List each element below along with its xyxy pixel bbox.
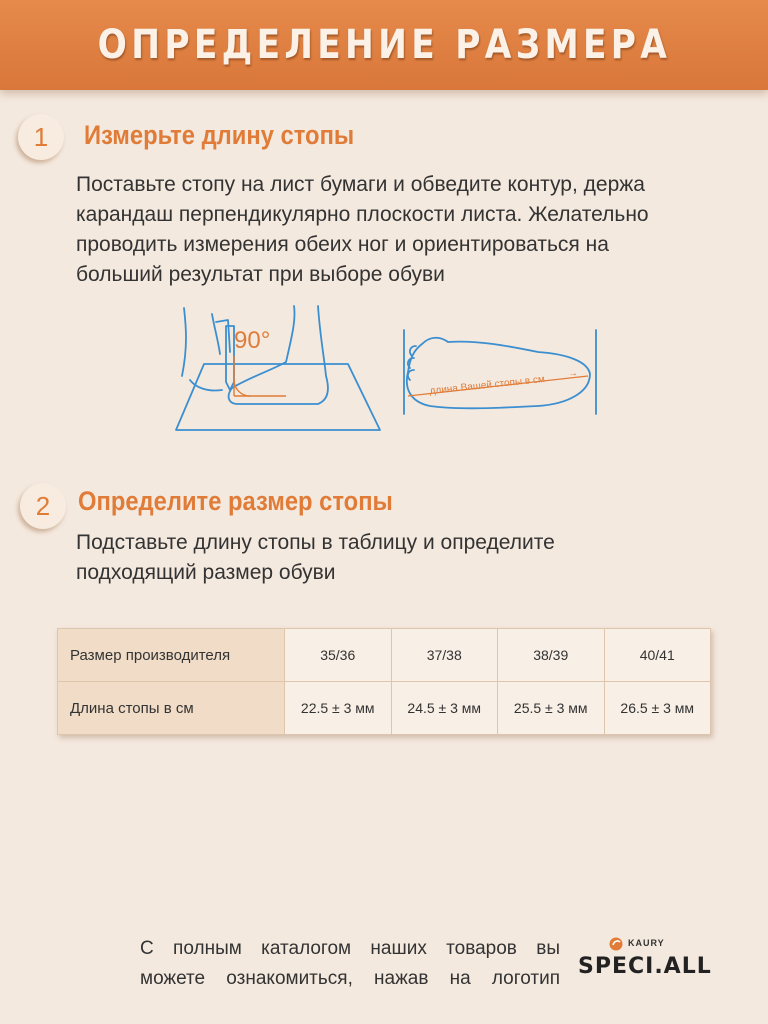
angle-lines [234, 356, 286, 396]
header-banner [0, 0, 768, 90]
step-2-number: 2 [35, 490, 51, 521]
size-cell: 35/36 [285, 629, 392, 682]
length-cell: 26.5 ± 3 мм [604, 682, 711, 735]
step-1-line: проводить измерения обеих ног и ориентироваться на [76, 233, 609, 256]
size-cell: 38/39 [498, 629, 605, 682]
kaury-logo-icon [608, 936, 624, 952]
step-1-badge [18, 114, 64, 160]
step-1-number: 1 [33, 121, 49, 152]
pencil-shape [226, 326, 234, 390]
length-cell: 22.5 ± 3 мм [285, 682, 392, 735]
step-1-line: Поставьте стопу на лист бумаги и обведите контур, держа [76, 173, 645, 196]
step-1-line: больший результат при выборе обуви [76, 263, 445, 286]
size-cell: 40/41 [604, 629, 711, 682]
catalog-note-line: С полным каталогом наших товаров вы [140, 938, 560, 959]
hand-shape [182, 308, 230, 391]
step-2-title: Определите размер стопы [78, 486, 393, 516]
paper-sheet-shape [176, 364, 380, 430]
measure-label: длина Вашей стопы в см [429, 373, 546, 397]
specially-logo-link[interactable] [578, 934, 738, 984]
step-1-title: Измерьте длину стопы [84, 120, 355, 150]
length-cell: 25.5 ± 3 мм [498, 682, 605, 735]
foot-measurement-illustration [168, 296, 618, 446]
step-2-line: Подставьте длину стопы в таблицу и определите [76, 531, 555, 554]
logo-name: SPECI.ALL [578, 954, 712, 979]
foot-outline-shape [407, 338, 590, 409]
step-2-description [76, 528, 555, 588]
step-2-badge [20, 483, 66, 529]
catalog-note [140, 934, 560, 994]
measure-arrow: → [568, 368, 578, 379]
foot-side-shape [229, 306, 328, 404]
size-cell: 37/38 [391, 629, 498, 682]
logo-brand: KAURY [628, 938, 665, 948]
angle-label: 90° [234, 327, 271, 354]
table-row [58, 629, 711, 682]
length-label-cell: Длина стопы в см [58, 682, 285, 735]
step-2-line: подходящий размер обуви [76, 561, 336, 584]
length-cell: 24.5 ± 3 мм [391, 682, 498, 735]
table-row [58, 682, 711, 735]
step-1-description [76, 170, 649, 290]
step-1-line: карандаш перпендикулярно плоскости листа. Желательно [76, 203, 649, 226]
size-label-cell: Размер производителя [58, 629, 285, 682]
page-title: ОПРЕДЕЛЕНИЕ РАЗМЕРА [97, 22, 671, 68]
size-table [57, 628, 711, 735]
catalog-note-line: можете ознакомиться, нажав на логотип [140, 968, 560, 989]
